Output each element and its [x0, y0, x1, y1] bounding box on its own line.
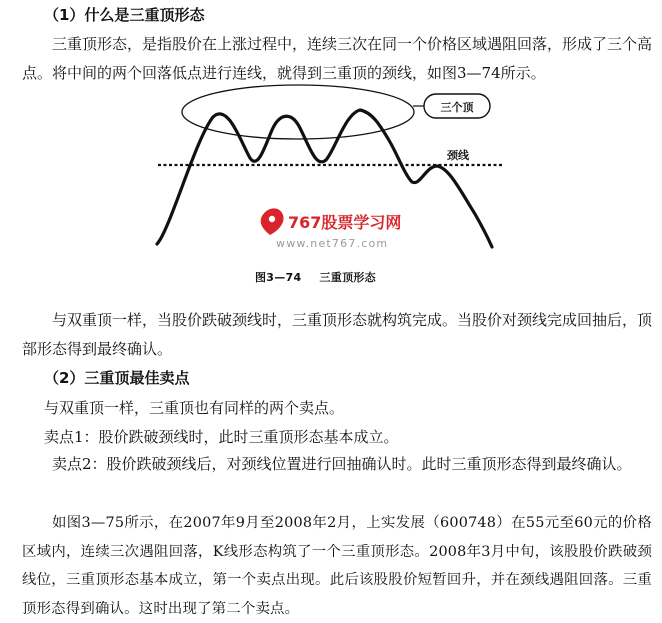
paragraph-neckline-break: 与双重顶一样，当股价跌破颈线时，三重顶形态就构筑完成。当股价对颈线完成回抽后，顶部形态得到最终确认。 — [22, 311, 653, 358]
watermark-url: www.net767.com — [276, 237, 389, 250]
watermark — [261, 208, 402, 250]
watermark-brand: 767股票学习网 — [288, 213, 402, 232]
section-heading-what-is-triple-top: （1）什么是三重顶形态 — [44, 6, 205, 24]
triple-top-figure — [0, 0, 662, 290]
neckline-label: 颈线 — [447, 149, 469, 162]
line-two-sell-points: 与双重顶一样，三重顶也有同样的两个卖点。 — [44, 399, 345, 417]
line-sell-point-1: 卖点1：股价跌破颈线时，此时三重顶形态基本成立。 — [44, 428, 399, 446]
paragraph-example: 如图3—75所示，在2007年9月至2008年2月，上实发展（600748）在55元至60元的价格区域内，连续三次遇阻回落，K线形态构筑了一个三重顶形态。2008年3月中旬，该股股价跌破颈线位，三重顶形态基本成立，第一个卖点出现。此后该股股价短暂回升，并在颈线遇阻回落。三重顶形态得到确认。这时出现了第二个卖点。 — [22, 515, 652, 617]
figure-caption-number: 图3—74 — [255, 271, 302, 284]
tops-ellipse — [182, 85, 414, 139]
paragraph-sell-point-2: 卖点2：股价跌破颈线后，对颈线位置进行回抽确认时。此时三重顶形态得到最终确认。 — [52, 455, 632, 473]
tops-label: 三个顶 — [440, 101, 474, 114]
figure-caption-title: 三重顶形态 — [319, 271, 376, 284]
paragraph-definition: 三重顶形态，是指股价在上涨过程中，连续三次在同一个价格区域遇阻回落，形成了三个高点。将中间的两个回落低点进行连线，就得到三重顶的颈线，如图3—74所示。 — [22, 35, 653, 82]
watermark-logo-icon — [261, 208, 284, 235]
section-heading-best-sell-points: （2）三重顶最佳卖点 — [44, 369, 190, 387]
figure-caption — [255, 269, 376, 285]
